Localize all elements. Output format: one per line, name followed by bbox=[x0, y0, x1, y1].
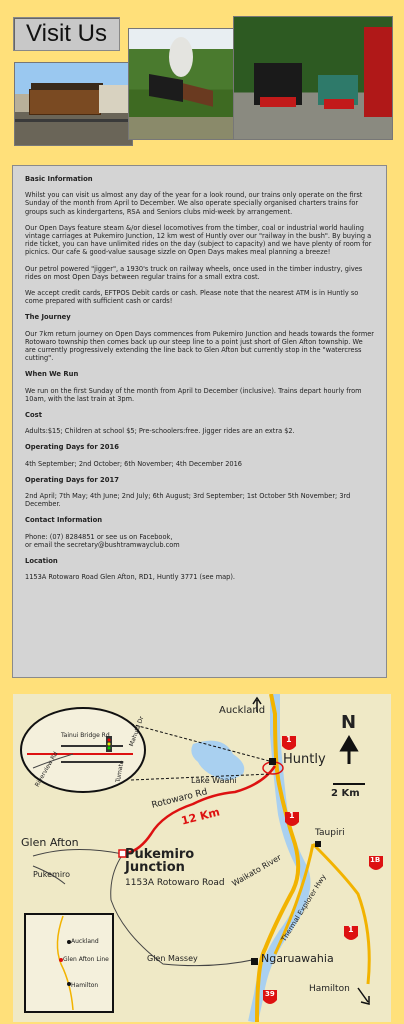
map-label-rotowaro-rd: Rotowaro Rd bbox=[150, 787, 209, 811]
section-paragraph: Whilst you can visit us almost any day of the year for a look round, our trains only operate on the first Sunday of the month from April to December. We also operate specially organised charters trains for groups such as kindergartens, RSA and Seniors clubs mid-week by arrangement. bbox=[25, 191, 363, 216]
map-graphic bbox=[13, 694, 391, 1022]
section-paragraph: We accept credit cards, EFTPOS Debit cards or cash. Please note that the nearest ATM is in Huntly so come prepared with sufficient cash or cards! bbox=[25, 289, 359, 306]
map-label-riverview-rd: Riverview Rd bbox=[33, 750, 60, 789]
section-heading: Operating Days for 2016 bbox=[25, 443, 119, 452]
section-paragraph: Adults:$15; Children at school $5; Pre-schoolers:free. Jigger rides are an extra $2. bbox=[25, 427, 295, 436]
map-label-distance: 12 Km bbox=[180, 805, 222, 828]
map-label-lake-waahi: Lake Waahi bbox=[191, 776, 237, 785]
page-title: Visit Us bbox=[26, 20, 107, 47]
location-map bbox=[13, 694, 391, 1022]
map-label-junction-address: 1153A Rotowaro Road bbox=[125, 878, 225, 888]
map-label-glen-massey: Glen Massey bbox=[147, 954, 198, 963]
map-label-tumate: Tumate bbox=[114, 759, 126, 784]
section-paragraph: We run on the first Sunday of the month from April to December (inclusive). Trains depart hourly from 10am, with the last train at 3pm. bbox=[25, 386, 362, 403]
section-heading: Contact Information bbox=[25, 516, 103, 525]
map-label-scale: 2 Km bbox=[331, 788, 360, 799]
section-heading: Operating Days for 2017 bbox=[25, 475, 119, 484]
shield-label-1a: 1 bbox=[286, 735, 292, 744]
section-heading: Cost bbox=[25, 411, 42, 420]
page-title-box bbox=[13, 17, 120, 51]
section-heading: The Journey bbox=[25, 313, 71, 322]
shield-label-39: 39 bbox=[265, 990, 275, 998]
section-paragraph: 4th September; 2nd October; 6th November; 4th December 2016 bbox=[25, 459, 242, 468]
inset-label-hamilton: Hamilton bbox=[71, 982, 99, 989]
info-panel bbox=[12, 165, 387, 678]
map-label-pukemiro: Pukemiro bbox=[33, 870, 71, 879]
section-paragraph: Phone: (07) 8284851 or see us on Facebook, bbox=[25, 532, 173, 541]
inset-label-line: Glen Afton Line bbox=[63, 956, 109, 963]
locomotives-photo bbox=[233, 16, 393, 140]
section-heading: Basic Information bbox=[25, 175, 93, 183]
section-paragraph: Our petrol powered "jigger", a 1930's truck on railway wheels, once used in the timber industry, gives rides on most Open Days between regular trains for a small extra cost. bbox=[25, 264, 363, 281]
map-label-pukemiro-junction: Pukemiro Junction bbox=[125, 847, 195, 875]
shield-label-1b-hwy: 1B bbox=[370, 856, 381, 864]
section-paragraph: Our Open Days feature steam &/or diesel locomotives from the timber, coal or industrial world hauling vintage carriages at Pukemiro Junction, 12 km west of Huntly over our "railway in the bush". By buying a ride ticket, you can have unlimited rides on the day (subject to capacity) and we have plenty of room for picnics. Our cafe & good-value sausage sizzle on Open Days makes meal planning a breeze! bbox=[25, 223, 372, 257]
shield-label-1b: 1 bbox=[289, 811, 295, 820]
map-label-waikato-river: Waikato River bbox=[230, 852, 283, 889]
map-label-hamilton: Hamilton bbox=[309, 984, 350, 994]
section-heading: When We Run bbox=[25, 370, 79, 379]
section-paragraph: 1153A Rotowaro Road Glen Afton, RD1, Huntly 3771 (see map). bbox=[25, 573, 236, 582]
map-label-taupiri: Taupiri bbox=[315, 828, 345, 838]
inset-label-auckland: Auckland bbox=[71, 938, 99, 945]
section-paragraph: 2nd April; 7th May; 4th June; 2nd July; 6th August; 3rd September; 1st October 5th November; 3rd December. bbox=[25, 492, 351, 509]
map-label-ngaruawahia: Ngaruawahia bbox=[261, 952, 334, 965]
map-label-tainui-bridge-rd: Tainui Bridge Rd bbox=[61, 732, 110, 739]
section-paragraph: Our 7km return journey on Open Days commences from Pukemiro Junction and heads towards the former Rotowaro township then comes back up our steep line to a point just short of Glen Afton township. We are currently progressively extending the line back to Glen Afton but currently stop in the "watercress cutting". bbox=[25, 329, 375, 363]
map-label-thermal-explorer: Thermal Explorer Hwy bbox=[279, 872, 328, 944]
station-photo bbox=[14, 62, 133, 146]
map-label-glen-afton: Glen Afton bbox=[21, 836, 79, 849]
map-label-auckland: Auckland bbox=[219, 705, 266, 716]
steam-train-photo bbox=[128, 28, 234, 140]
map-label-mahuta-dr: Mahuta Dr bbox=[128, 715, 146, 748]
map-label-huntly: Huntly bbox=[283, 752, 326, 767]
section-heading: Location bbox=[25, 557, 58, 566]
shield-label-1c: 1 bbox=[348, 925, 354, 934]
section-paragraph: or email the secretary@bushtramwayclub.com bbox=[25, 540, 180, 549]
map-label-north: N bbox=[341, 712, 357, 733]
